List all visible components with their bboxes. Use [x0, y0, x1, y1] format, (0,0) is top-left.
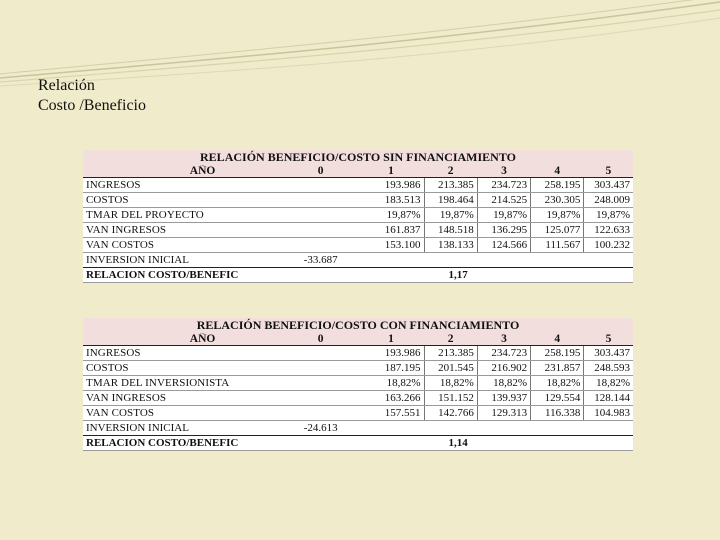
- year-header: 3: [477, 165, 530, 178]
- cell: [283, 223, 358, 238]
- cell: [283, 391, 358, 406]
- table-row: [83, 223, 633, 238]
- table-title-row: [83, 150, 633, 165]
- cell: 213.385: [424, 346, 477, 361]
- year-header: 0: [283, 165, 358, 178]
- year-header: 1: [358, 333, 424, 346]
- cell: 148.518: [424, 223, 477, 238]
- row-label: INGRESOS: [83, 346, 283, 361]
- ratio-row: [83, 436, 633, 451]
- initial-investment-row: [83, 421, 633, 436]
- year-header: 4: [531, 165, 584, 178]
- table-title: RELACIÓN BENEFICIO/COSTO SIN FINANCIAMIENTO: [83, 150, 633, 165]
- cell: [283, 376, 358, 391]
- cell: 216.902: [477, 361, 530, 376]
- table-row: [83, 178, 633, 193]
- cell: 19,87%: [477, 208, 530, 223]
- cell: 198.464: [424, 193, 477, 208]
- table-row: [83, 361, 633, 376]
- cell: 19,87%: [358, 208, 424, 223]
- cell: 153.100: [358, 238, 424, 253]
- table-title-row: [83, 318, 633, 333]
- row-label: TMAR DEL INVERSIONISTA: [83, 376, 283, 391]
- cell: 151.152: [424, 391, 477, 406]
- cell: [283, 346, 358, 361]
- row-label: VAN COSTOS: [83, 238, 283, 253]
- initial-investment-row: [83, 253, 633, 268]
- row-label: COSTOS: [83, 193, 283, 208]
- cell: 100.232: [584, 238, 633, 253]
- cell: 18,82%: [358, 376, 424, 391]
- table-row: [83, 193, 633, 208]
- cell: 18,82%: [477, 376, 530, 391]
- cell: [283, 361, 358, 376]
- table-sin-financiamiento: [83, 150, 633, 283]
- cell: 201.545: [424, 361, 477, 376]
- row-label: VAN INGRESOS: [83, 223, 283, 238]
- year-header: 2: [424, 333, 477, 346]
- cell: [283, 178, 358, 193]
- ratio-value: 1,14: [283, 436, 633, 451]
- table-row: [83, 391, 633, 406]
- cell: 18,82%: [531, 376, 584, 391]
- cell: 258.195: [531, 178, 584, 193]
- cell: 18,82%: [424, 376, 477, 391]
- cell: 19,87%: [584, 208, 633, 223]
- cell: 163.266: [358, 391, 424, 406]
- cell: 122.633: [584, 223, 633, 238]
- cell: 139.937: [477, 391, 530, 406]
- cell: 111.567: [531, 238, 584, 253]
- cell: 136.295: [477, 223, 530, 238]
- empty-cell: [358, 421, 633, 436]
- table-row: [83, 406, 633, 421]
- cell: 187.195: [358, 361, 424, 376]
- table-row: [83, 238, 633, 253]
- year-header: 2: [424, 165, 477, 178]
- slide-title-line1: Relación: [38, 77, 95, 94]
- row-label: VAN COSTOS: [83, 406, 283, 421]
- slide-title-line2: Costo /Beneficio: [38, 97, 146, 114]
- initial-investment-value: -33.687: [283, 253, 358, 268]
- cell: 19,87%: [424, 208, 477, 223]
- table-row: [83, 208, 633, 223]
- cell: 193.986: [358, 178, 424, 193]
- table-title: RELACIÓN BENEFICIO/COSTO CON FINANCIAMIENTO: [83, 318, 633, 333]
- row-label: INGRESOS: [83, 178, 283, 193]
- initial-investment-value: -24.613: [283, 421, 358, 436]
- cell: 125.077: [531, 223, 584, 238]
- cell: 193.986: [358, 346, 424, 361]
- cell: 303.437: [584, 178, 633, 193]
- cell: [283, 238, 358, 253]
- cell: 161.837: [358, 223, 424, 238]
- year-header: 5: [584, 333, 633, 346]
- ratio-row: [83, 268, 633, 283]
- slide-title: [38, 76, 146, 116]
- ratio-value: 1,17: [283, 268, 633, 283]
- cell: 19,87%: [531, 208, 584, 223]
- initial-investment-label: INVERSION INICIAL: [83, 253, 283, 268]
- empty-cell: [358, 253, 633, 268]
- cell: 129.313: [477, 406, 530, 421]
- ratio-label: RELACION COSTO/BENEFIC: [83, 268, 283, 283]
- cell: 303.437: [584, 346, 633, 361]
- table-row: [83, 346, 633, 361]
- cell: 230.305: [531, 193, 584, 208]
- row-label: COSTOS: [83, 361, 283, 376]
- cell: 234.723: [477, 178, 530, 193]
- year-header-row: [83, 333, 633, 346]
- year-header: 5: [584, 165, 633, 178]
- year-label: AÑO: [83, 333, 283, 346]
- cell: 138.133: [424, 238, 477, 253]
- year-label: AÑO: [83, 165, 283, 178]
- year-header: 4: [531, 333, 584, 346]
- table-con-financiamiento: [83, 318, 633, 451]
- cell: 183.513: [358, 193, 424, 208]
- cell: 234.723: [477, 346, 530, 361]
- cell: 248.593: [584, 361, 633, 376]
- row-label: TMAR DEL PROYECTO: [83, 208, 283, 223]
- cell: [283, 193, 358, 208]
- cell: 128.144: [584, 391, 633, 406]
- cell: 124.566: [477, 238, 530, 253]
- initial-investment-label: INVERSION INICIAL: [83, 421, 283, 436]
- year-header-row: [83, 165, 633, 178]
- cell: 214.525: [477, 193, 530, 208]
- cell: 104.983: [584, 406, 633, 421]
- cell: 157.551: [358, 406, 424, 421]
- cell: [283, 406, 358, 421]
- year-header: 1: [358, 165, 424, 178]
- year-header: 3: [477, 333, 530, 346]
- ratio-label: RELACION COSTO/BENEFIC: [83, 436, 283, 451]
- cell: 129.554: [531, 391, 584, 406]
- cell: 258.195: [531, 346, 584, 361]
- table-row: [83, 376, 633, 391]
- cell: 213.385: [424, 178, 477, 193]
- year-header: 0: [283, 333, 358, 346]
- cell: 18,82%: [584, 376, 633, 391]
- cell: [283, 208, 358, 223]
- cell: 116.338: [531, 406, 584, 421]
- cell: 142.766: [424, 406, 477, 421]
- row-label: VAN INGRESOS: [83, 391, 283, 406]
- cell: 231.857: [531, 361, 584, 376]
- cell: 248.009: [584, 193, 633, 208]
